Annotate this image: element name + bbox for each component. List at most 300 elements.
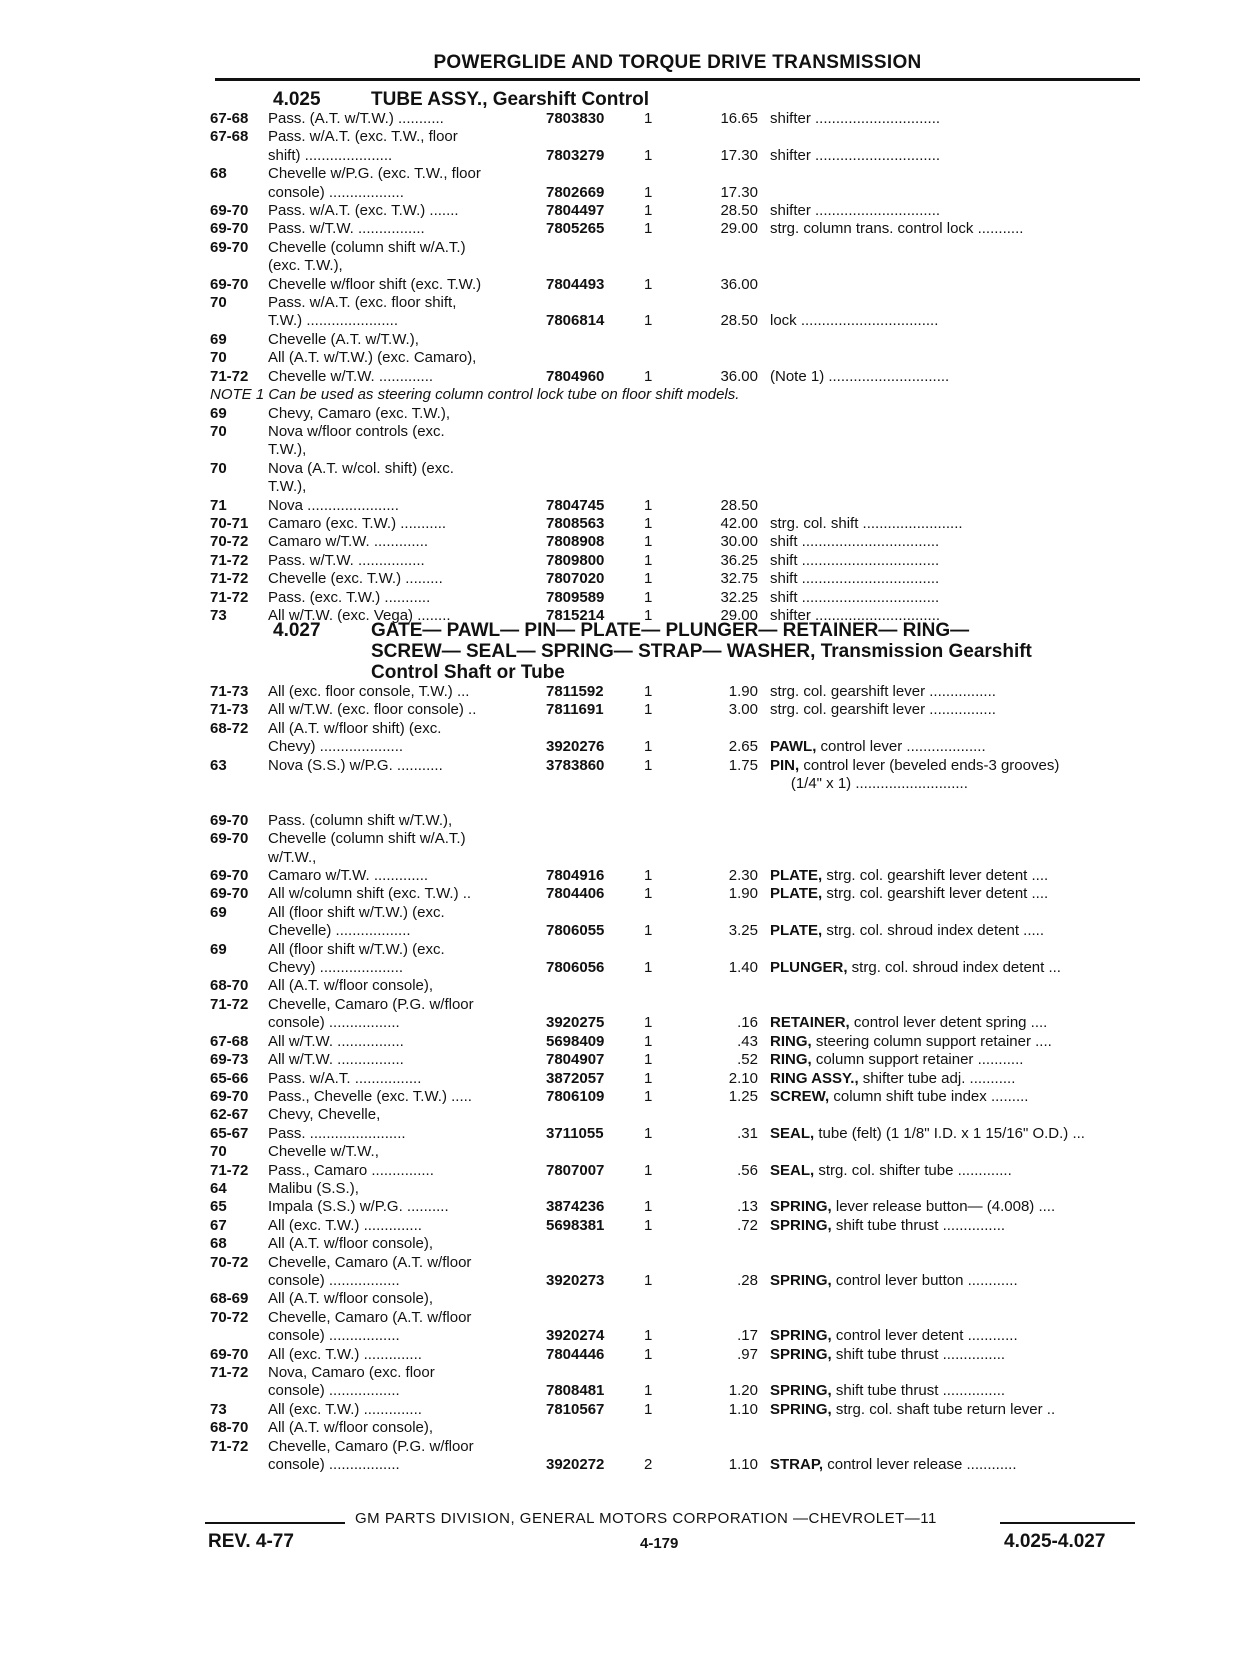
part-number-cell: 7803830 [546, 110, 605, 127]
part-number-cell: 7808563 [546, 514, 605, 532]
description-cell: Pass. w/A.T. (exc. T.W., floor [268, 128, 458, 146]
year-cell [210, 478, 268, 496]
remarks-cell [770, 441, 1145, 459]
part-number-cell [546, 349, 644, 367]
part-number-cell [546, 1106, 644, 1124]
part-number-cell: 7802669 [546, 183, 605, 201]
description-cell: console) ................. [268, 1271, 400, 1289]
quantity-cell [644, 977, 698, 995]
remarks-cell [770, 1143, 1145, 1161]
quantity-cell [644, 996, 698, 1014]
year-cell: 73 [210, 606, 227, 624]
remark-text: strg. col. gearshift lever detent .... [822, 867, 1049, 885]
remarks-cell [770, 1051, 1145, 1069]
year-cell: 70 [210, 349, 227, 367]
description-cell: Nova (S.S.) w/P.G. ........... [268, 756, 443, 774]
description-cell: Pass. w/A.T. (exc. floor shift, [268, 294, 457, 312]
remark-text: strg. col. shifter tube ............. [814, 1161, 1012, 1179]
year-cell: 69-73 [210, 1051, 249, 1069]
quantity-cell: 1 [644, 738, 653, 756]
price-cell [698, 812, 770, 830]
remarks-cell [770, 941, 1145, 959]
price-cell: 2.30 [728, 867, 758, 885]
description-cell: console) ................. [268, 1382, 400, 1400]
table-row [210, 922, 1145, 940]
price-cell: 30.00 [720, 533, 758, 551]
section-title-line: SCREW— SEAL— SPRING— STRAP— WASHER, Transmission Gearshift [371, 641, 1032, 662]
price-cell: 3.00 [728, 701, 758, 719]
part-number-cell [546, 128, 644, 146]
remarks-cell [770, 1070, 1145, 1088]
table-row [210, 257, 1145, 275]
table-row [210, 1217, 1145, 1235]
table-row [210, 793, 1145, 811]
table-row [210, 533, 1145, 551]
year-cell: 67-68 [210, 110, 249, 127]
part-number-cell [546, 405, 644, 423]
table-row [210, 1438, 1145, 1456]
remarks-cell [770, 1033, 1145, 1051]
description-cell: Camaro w/T.W. ............. [268, 533, 429, 551]
year-cell [210, 793, 268, 811]
part-number-cell: 3711055 [546, 1124, 604, 1142]
quantity-cell: 1 [644, 885, 653, 903]
description-cell: Pass. (column shift w/T.W.), [268, 811, 453, 829]
table-row [210, 202, 1145, 220]
part-number-cell: 7811592 [546, 683, 604, 700]
remarks-cell [770, 1235, 1145, 1253]
remarks-cell [770, 257, 1145, 275]
quantity-cell: 1 [644, 1382, 653, 1400]
remark-text: shifter tube adj. ........... [858, 1069, 1016, 1087]
page-title: POWERGLIDE AND TORQUE DRIVE TRANSMISSION [433, 52, 922, 73]
price-cell [698, 349, 770, 367]
remark-text: shifter .............................. [770, 110, 941, 127]
table-row [210, 1198, 1145, 1216]
price-cell [698, 239, 770, 257]
part-number-cell: 7804960 [546, 367, 605, 385]
part-number-cell [546, 996, 644, 1014]
quantity-cell [644, 1106, 698, 1124]
description-cell: Pass. w/A.T. ................ [268, 1069, 422, 1087]
remark-text: shift ................................. [770, 533, 940, 551]
description-cell: All (exc. T.W.) .............. [268, 1216, 422, 1234]
year-cell [210, 1014, 268, 1032]
price-cell: 2.65 [728, 738, 758, 756]
price-cell: 1.90 [728, 683, 758, 700]
remark-text: strg. col. shroud index detent ..... [822, 922, 1045, 940]
year-cell [210, 922, 268, 940]
remark-text: strg. col. gearshift lever ................ [770, 701, 996, 719]
year-cell: 65-66 [210, 1069, 249, 1087]
remarks-cell [770, 184, 1145, 202]
quantity-cell: 1 [644, 496, 653, 514]
quantity-cell: 1 [644, 1069, 653, 1087]
part-number-cell: 7804497 [546, 202, 605, 220]
description-cell: shift) ..................... [268, 146, 393, 164]
remark-text: column support retainer ........... [811, 1051, 1024, 1069]
remarks-cell [770, 368, 1145, 386]
year-cell: 69-70 [210, 1345, 249, 1363]
quantity-cell [644, 1235, 698, 1253]
price-cell [698, 1254, 770, 1272]
table-row [210, 1162, 1145, 1180]
quantity-cell: 1 [644, 110, 653, 127]
table-row [210, 959, 1145, 977]
table-row [210, 849, 1145, 867]
price-cell: 1.75 [728, 756, 758, 774]
quantity-cell [644, 257, 698, 275]
description-cell: All (A.T. w/T.W.) (exc. Camaro), [268, 349, 477, 367]
year-cell [210, 738, 268, 756]
price-cell [698, 441, 770, 459]
table-row [210, 368, 1145, 386]
part-number-cell: 7804406 [546, 885, 605, 903]
description-cell: Camaro (exc. T.W.) ........... [268, 514, 447, 532]
footer-rule-left [205, 1522, 345, 1524]
description-cell: All w/T.W. ................ [268, 1032, 404, 1050]
table-row [210, 349, 1145, 367]
description-cell: Chevelle, Camaro (P.G. w/floor [268, 995, 474, 1013]
table-row [210, 460, 1145, 478]
part-number-cell [546, 1419, 644, 1437]
table-row [210, 1235, 1145, 1253]
part-number-cell: 7804446 [546, 1345, 605, 1363]
remarks-cell [770, 220, 1145, 238]
remark-text: shift ................................. [770, 588, 940, 606]
remarks-cell [770, 1088, 1145, 1106]
remark-text: control lever button ............ [831, 1271, 1018, 1289]
year-cell: 68-69 [210, 1290, 249, 1308]
price-cell: 32.25 [720, 588, 758, 606]
remark-text: strg. col. gearshift lever ................ [770, 683, 996, 700]
section-title [371, 89, 1145, 110]
table-row [210, 405, 1145, 423]
table-row [210, 1382, 1145, 1400]
price-cell: 42.00 [720, 514, 758, 532]
table-row [210, 738, 1145, 756]
price-cell: .17 [737, 1327, 758, 1345]
description-cell: Nova, Camaro (exc. floor [268, 1364, 435, 1382]
quantity-cell: 1 [644, 551, 653, 569]
table-row [210, 1272, 1145, 1290]
year-cell [210, 1382, 268, 1400]
quantity-cell [644, 423, 698, 441]
remarks-cell [770, 683, 1145, 701]
quantity-cell: 1 [644, 367, 653, 385]
quantity-cell [644, 775, 698, 793]
quantity-cell [644, 720, 698, 738]
quantity-cell [644, 904, 698, 922]
year-cell [210, 1272, 268, 1290]
remarks-cell [770, 589, 1145, 607]
quantity-cell: 1 [644, 1400, 653, 1418]
quantity-cell: 1 [644, 606, 653, 624]
quantity-cell [644, 331, 698, 349]
price-cell: 1.40 [728, 959, 758, 977]
quantity-cell: 1 [644, 312, 653, 330]
price-cell [698, 977, 770, 995]
remarks-cell [770, 331, 1145, 349]
remarks-cell [770, 701, 1145, 719]
description-cell: Pass. (exc. T.W.) ........... [268, 588, 431, 606]
footer-revision: REV. 4-77 [208, 1531, 294, 1552]
table-row [210, 1401, 1145, 1419]
year-cell [210, 184, 268, 202]
price-cell: 17.30 [720, 183, 758, 201]
table-row [210, 683, 1145, 701]
part-name: SPRING, [770, 1271, 832, 1289]
price-cell: .13 [737, 1198, 758, 1216]
table-row [210, 386, 1145, 404]
price-cell: 16.65 [720, 110, 758, 127]
part-name: STRAP, [770, 1456, 824, 1474]
price-cell [698, 775, 770, 793]
part-number-cell: 7808908 [546, 533, 605, 551]
quantity-cell: 1 [644, 275, 653, 293]
table-row [210, 1309, 1145, 1327]
price-cell [698, 1180, 770, 1198]
part-number-cell [546, 478, 644, 496]
description-cell: Chevelle, Camaro (P.G. w/floor [268, 1437, 474, 1455]
part-number-cell: 3920274 [546, 1327, 605, 1345]
price-cell [698, 1235, 770, 1253]
year-cell: 71-72 [210, 1161, 249, 1179]
price-cell: 36.00 [720, 367, 758, 385]
price-cell: 17.30 [720, 146, 758, 164]
table-row [210, 1364, 1145, 1382]
quantity-cell: 1 [644, 1014, 653, 1032]
year-cell: 69 [210, 903, 227, 921]
part-number-cell: 3920273 [546, 1271, 605, 1289]
part-number-cell: 7809589 [546, 588, 605, 606]
table-row [210, 478, 1145, 496]
year-cell: 71-72 [210, 995, 249, 1013]
part-name: SCREW, [770, 1087, 830, 1105]
year-cell: 69-70 [210, 1087, 249, 1105]
quantity-cell [644, 793, 698, 811]
table-row [210, 1070, 1145, 1088]
remark-text: shift tube thrust ............... [831, 1382, 1006, 1400]
price-cell [698, 423, 770, 441]
remarks-cell [770, 202, 1145, 220]
quantity-cell: 1 [644, 701, 653, 719]
remark-text: strg. col. gearshift lever detent .... [822, 885, 1049, 903]
table-row [210, 977, 1145, 995]
description-cell: All (exc. T.W.) .............. [268, 1400, 422, 1418]
year-cell: 67 [210, 1216, 227, 1234]
part-number-cell: 7811691 [546, 701, 604, 719]
year-cell: 71-72 [210, 551, 249, 569]
quantity-cell [644, 478, 698, 496]
description-cell: Pass., Camaro ............... [268, 1161, 434, 1179]
quantity-cell: 1 [644, 514, 653, 532]
quantity-cell: 1 [644, 1124, 653, 1142]
part-number-cell: 7807020 [546, 570, 605, 588]
price-cell [698, 1364, 770, 1382]
year-cell: 69-70 [210, 867, 249, 885]
remark-text: steering column support retainer .... [811, 1032, 1052, 1050]
part-number-cell: 3920275 [546, 1014, 605, 1032]
part-name: SPRING, [770, 1345, 832, 1363]
description-cell: All (exc. floor console, T.W.) ... [268, 683, 470, 700]
price-cell: .28 [737, 1271, 758, 1289]
remark-text: control lever detent spring .... [849, 1014, 1048, 1032]
description-cell: Chevelle, Camaro (A.T. w/floor [268, 1308, 472, 1326]
year-cell: 64 [210, 1179, 227, 1197]
part-name: PLATE, [770, 885, 823, 903]
remarks-cell [770, 1382, 1145, 1400]
table-row [210, 1143, 1145, 1161]
description-cell: All (A.T. w/floor console), [268, 1419, 434, 1437]
part-number-cell: 7805265 [546, 220, 605, 238]
part-number-cell [546, 1180, 644, 1198]
section-number: 4.027 [273, 620, 321, 641]
part-name: RING ASSY., [770, 1069, 859, 1087]
table-row [210, 294, 1145, 312]
remarks-cell [770, 460, 1145, 478]
part-number-cell: 7808481 [546, 1382, 605, 1400]
remark-text: shift ................................. [770, 551, 940, 569]
section-title-line: Control Shaft or Tube [371, 662, 565, 683]
year-cell: 70 [210, 294, 227, 312]
year-cell: 71-72 [210, 1364, 249, 1382]
part-number-cell: 7803279 [546, 146, 605, 164]
table-row [210, 147, 1145, 165]
price-cell: 29.00 [720, 220, 758, 238]
table-row [210, 239, 1145, 257]
description-cell: Pass. w/A.T. (exc. T.W.) ....... [268, 202, 459, 220]
description-cell: console) .................. [268, 183, 404, 201]
year-cell [210, 441, 268, 459]
table-row [210, 276, 1145, 294]
part-number-cell [546, 720, 644, 738]
price-cell [698, 1290, 770, 1308]
section-title-line: TUBE ASSY., Gearshift Control [371, 89, 649, 110]
description-cell: All (A.T. w/floor console), [268, 1290, 434, 1308]
remark-text: strg. col. shroud index detent ... [847, 959, 1061, 977]
note-text: NOTE 1 Can be used as steering column control lock tube on floor shift models. [210, 386, 740, 404]
table-row [210, 1419, 1145, 1437]
part-number-cell [546, 1290, 644, 1308]
description-cell: Chevelle w/T.W., [268, 1143, 379, 1161]
price-cell [698, 257, 770, 275]
part-number-cell [546, 830, 644, 848]
part-number-cell: 7815214 [546, 606, 605, 624]
description-cell: All (A.T. w/floor console), [268, 977, 434, 995]
part-number-cell [546, 977, 644, 995]
part-number-cell: 7806056 [546, 959, 605, 977]
parts-table [210, 110, 1145, 625]
description-cell: All (exc. T.W.) .............. [268, 1345, 422, 1363]
year-cell [210, 1456, 268, 1474]
year-cell: 68-70 [210, 977, 249, 995]
quantity-cell [644, 128, 698, 146]
part-number-cell: 3872057 [546, 1069, 605, 1087]
part-number-cell [546, 904, 644, 922]
table-row [210, 1088, 1145, 1106]
remarks-cell [770, 1162, 1145, 1180]
description-cell [268, 775, 546, 793]
section-title-line: GATE— PAWL— PIN— PLATE— PLUNGER— RETAINER— RING— [371, 620, 970, 641]
remarks-cell [770, 423, 1145, 441]
price-cell [698, 165, 770, 183]
remarks-cell [770, 922, 1145, 940]
quantity-cell [644, 441, 698, 459]
quantity-cell: 1 [644, 202, 653, 220]
quantity-cell: 1 [644, 922, 653, 940]
year-cell: 69-70 [210, 238, 249, 256]
part-number-cell [546, 849, 644, 867]
remark-text: control lever release ............ [823, 1456, 1017, 1474]
part-name: SPRING, [770, 1382, 832, 1400]
quantity-cell: 1 [644, 867, 653, 885]
price-cell: .43 [737, 1032, 758, 1050]
description-cell: Chevy, Camaro (exc. T.W.), [268, 404, 450, 422]
remark-text: shifter .............................. [770, 202, 941, 220]
quantity-cell: 1 [644, 1216, 653, 1234]
table-row [210, 1327, 1145, 1345]
remarks-cell [770, 1346, 1145, 1364]
table-row [210, 110, 1145, 128]
price-cell [698, 1106, 770, 1124]
price-cell [698, 793, 770, 811]
part-number-cell [546, 1254, 644, 1272]
remarks-cell [770, 1217, 1145, 1235]
part-name: PLATE, [770, 867, 823, 885]
remark-text: (1/4" x 1) ........................... [770, 775, 968, 793]
quantity-cell: 1 [644, 1345, 653, 1363]
remarks-cell [770, 570, 1145, 588]
remarks-cell [770, 1364, 1145, 1382]
remarks-cell [770, 294, 1145, 312]
remark-text: shift tube thrust ............... [831, 1216, 1006, 1234]
year-cell: 63 [210, 756, 227, 774]
part-number-cell: 7809800 [546, 551, 605, 569]
remarks-cell [770, 812, 1145, 830]
description-cell: All (floor shift w/T.W.) (exc. [268, 903, 445, 921]
quantity-cell: 1 [644, 1161, 653, 1179]
quantity-cell [644, 812, 698, 830]
price-cell [698, 460, 770, 478]
remark-text: shifter .............................. [770, 606, 941, 624]
part-number-cell: 7810567 [546, 1400, 605, 1418]
price-cell: 1.25 [728, 1087, 758, 1105]
description-cell: Pass. w/T.W. ................ [268, 220, 425, 238]
part-name: PAWL, [770, 738, 817, 756]
quantity-cell: 1 [644, 588, 653, 606]
remark-text: control lever (beveled ends-3 grooves) [799, 756, 1060, 774]
quantity-cell [644, 460, 698, 478]
table-row [210, 1456, 1145, 1474]
quantity-cell [644, 1419, 698, 1437]
part-number-cell [546, 812, 644, 830]
description-cell: Chevelle w/T.W. ............. [268, 367, 434, 385]
quantity-cell [644, 849, 698, 867]
part-number-cell: 7804745 [546, 496, 605, 514]
part-number-cell [546, 1438, 644, 1456]
remarks-cell [770, 793, 1145, 811]
remarks-cell [770, 1125, 1145, 1143]
price-cell: 28.50 [720, 496, 758, 514]
price-cell: .72 [737, 1216, 758, 1234]
remarks-cell [770, 1254, 1145, 1272]
table-row [210, 775, 1145, 793]
remarks-cell [770, 312, 1145, 330]
description-cell: Chevelle w/P.G. (exc. T.W., floor [268, 165, 481, 183]
footer-rule-right [1000, 1522, 1135, 1524]
description-cell: Pass., Chevelle (exc. T.W.) ..... [268, 1087, 472, 1105]
